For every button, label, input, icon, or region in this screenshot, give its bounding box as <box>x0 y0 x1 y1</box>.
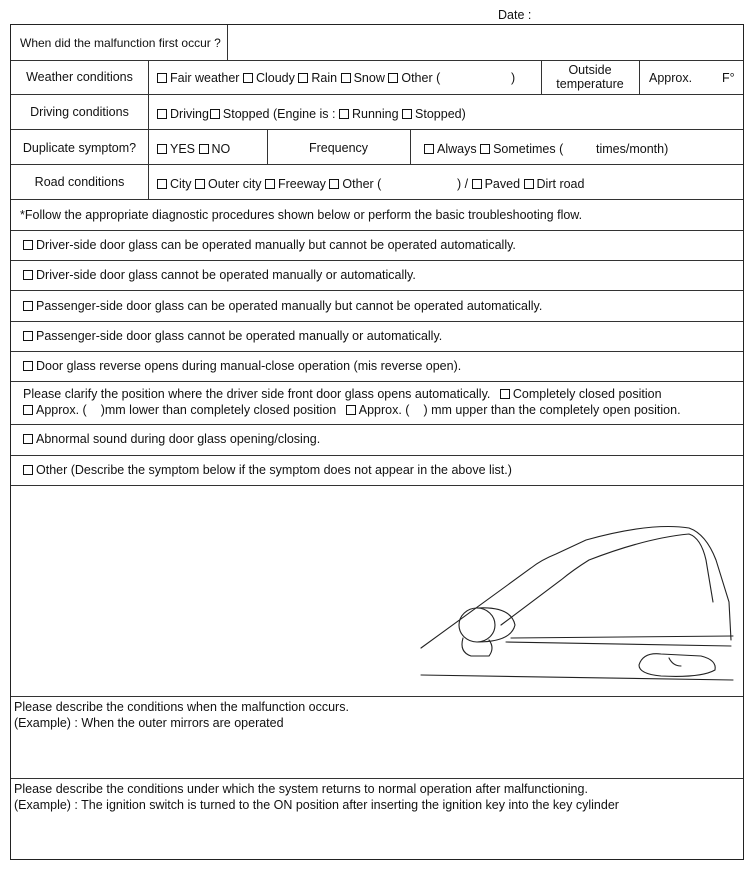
describe-occurrence-field[interactable] <box>14 733 739 775</box>
symptom-item[interactable]: Door glass reverse opens during manual-close operation (mis reverse open). <box>23 359 461 373</box>
driving-label: Driving conditions <box>30 105 129 119</box>
road-surface-options: ) / Paved Dirt road <box>457 177 585 191</box>
checkbox[interactable] <box>23 301 33 311</box>
frequency-options: Always Sometimes ( <box>424 142 563 156</box>
symptom-item[interactable]: Passenger-side door glass cannot be operated manually or automatically. <box>23 329 442 343</box>
duplicate-options: YES NO <box>157 142 230 156</box>
checkbox[interactable] <box>23 240 33 250</box>
checkbox-approx-upper[interactable] <box>346 405 356 415</box>
symptom-item[interactable]: Driver-side door glass can be operated manually but cannot be operated automatically. <box>23 238 516 252</box>
checkbox[interactable] <box>23 270 33 280</box>
date-label: Date : <box>498 8 532 22</box>
checkbox-engine-stopped[interactable] <box>402 109 412 119</box>
checkbox[interactable] <box>157 73 167 83</box>
weather-option-rain[interactable]: Rain <box>298 71 337 85</box>
checkbox[interactable] <box>23 361 33 371</box>
weather-option-other[interactable]: Other ( <box>388 71 440 85</box>
weather-label: Weather conditions <box>26 70 133 84</box>
checkbox[interactable] <box>23 434 33 444</box>
car-door-mirror-illustration <box>411 520 741 690</box>
other-symptom-item[interactable]: Other (Describe the symptom below if the symptom does not appear in the above list.) <box>23 463 512 477</box>
weather-option-fair[interactable]: Fair weather <box>157 71 239 85</box>
checkbox-no[interactable] <box>199 144 209 154</box>
temperature-unit: F° <box>722 71 735 85</box>
checkbox[interactable] <box>388 73 398 83</box>
checkbox-driving[interactable] <box>157 109 167 119</box>
checkbox-always[interactable] <box>424 144 434 154</box>
describe-recovery-example: (Example) : The ignition switch is turned to the ON position after inserting the ignition key into the key cylinder <box>14 798 619 812</box>
diagnostic-worksheet <box>10 24 744 860</box>
describe-occurrence-example: (Example) : When the outer mirrors are operated <box>14 716 284 730</box>
times-per-month-label: times/month) <box>596 142 669 156</box>
frequency-label: Frequency <box>308 141 369 155</box>
symptom-item[interactable]: Driver-side door glass cannot be operated manually or automatically. <box>23 268 416 282</box>
symptom-item[interactable]: Passenger-side door glass can be operated manually but cannot be operated automatically. <box>23 299 542 313</box>
checkbox-running[interactable] <box>339 109 349 119</box>
checkbox-yes[interactable] <box>157 144 167 154</box>
first-occur-field[interactable] <box>231 29 736 57</box>
checkbox-road-other[interactable] <box>329 179 339 189</box>
weather-options <box>157 71 440 85</box>
abnormal-sound-item[interactable]: Abnormal sound during door glass opening/closing. <box>23 432 320 446</box>
first-occur-label: When did the malfunction first occur ? <box>20 36 221 50</box>
clarify-line-1: Please clarify the position where the driver side front door glass opens automatically. Completely closed position <box>23 387 662 401</box>
approx-label: Approx. <box>649 71 693 85</box>
checkbox-completely-closed[interactable] <box>500 389 510 399</box>
road-options: City Outer city Freeway Other ( <box>157 177 381 191</box>
describe-recovery-prompt: Please describe the conditions under which the system returns to normal operation after malfunctioning. <box>14 782 588 796</box>
checkbox[interactable] <box>23 465 33 475</box>
weather-other-close: ) <box>511 71 516 85</box>
describe-occurrence-prompt: Please describe the conditions when the malfunction occurs. <box>14 700 349 714</box>
checkbox-freeway[interactable] <box>265 179 275 189</box>
checkbox[interactable] <box>298 73 308 83</box>
checkbox-sometimes[interactable] <box>480 144 490 154</box>
checkbox-paved[interactable] <box>472 179 482 189</box>
checkbox-city[interactable] <box>157 179 167 189</box>
road-label: Road conditions <box>34 175 125 189</box>
clarify-line-2: Approx. ( )mm lower than completely closed position Approx. ( ) mm upper than the completely open position. <box>23 403 681 417</box>
checkbox-dirt-road[interactable] <box>524 179 534 189</box>
weather-option-cloudy[interactable]: Cloudy <box>243 71 295 85</box>
checkbox-approx-lower[interactable] <box>23 405 33 415</box>
driving-options: Driving Stopped (Engine is : Running Stopped) <box>157 107 466 121</box>
instruction-text: *Follow the appropriate diagnostic procedures shown below or perform the basic troubleshooting flow. <box>20 208 583 222</box>
checkbox-stopped[interactable] <box>210 109 220 119</box>
duplicate-label: Duplicate symptom? <box>22 141 137 155</box>
describe-recovery-field[interactable] <box>14 815 739 855</box>
weather-option-snow[interactable]: Snow <box>341 71 385 85</box>
checkbox-outer-city[interactable] <box>195 179 205 189</box>
checkbox[interactable] <box>23 331 33 341</box>
outside-temperature-label: Outside temperature <box>556 63 624 91</box>
checkbox[interactable] <box>243 73 253 83</box>
checkbox[interactable] <box>341 73 351 83</box>
